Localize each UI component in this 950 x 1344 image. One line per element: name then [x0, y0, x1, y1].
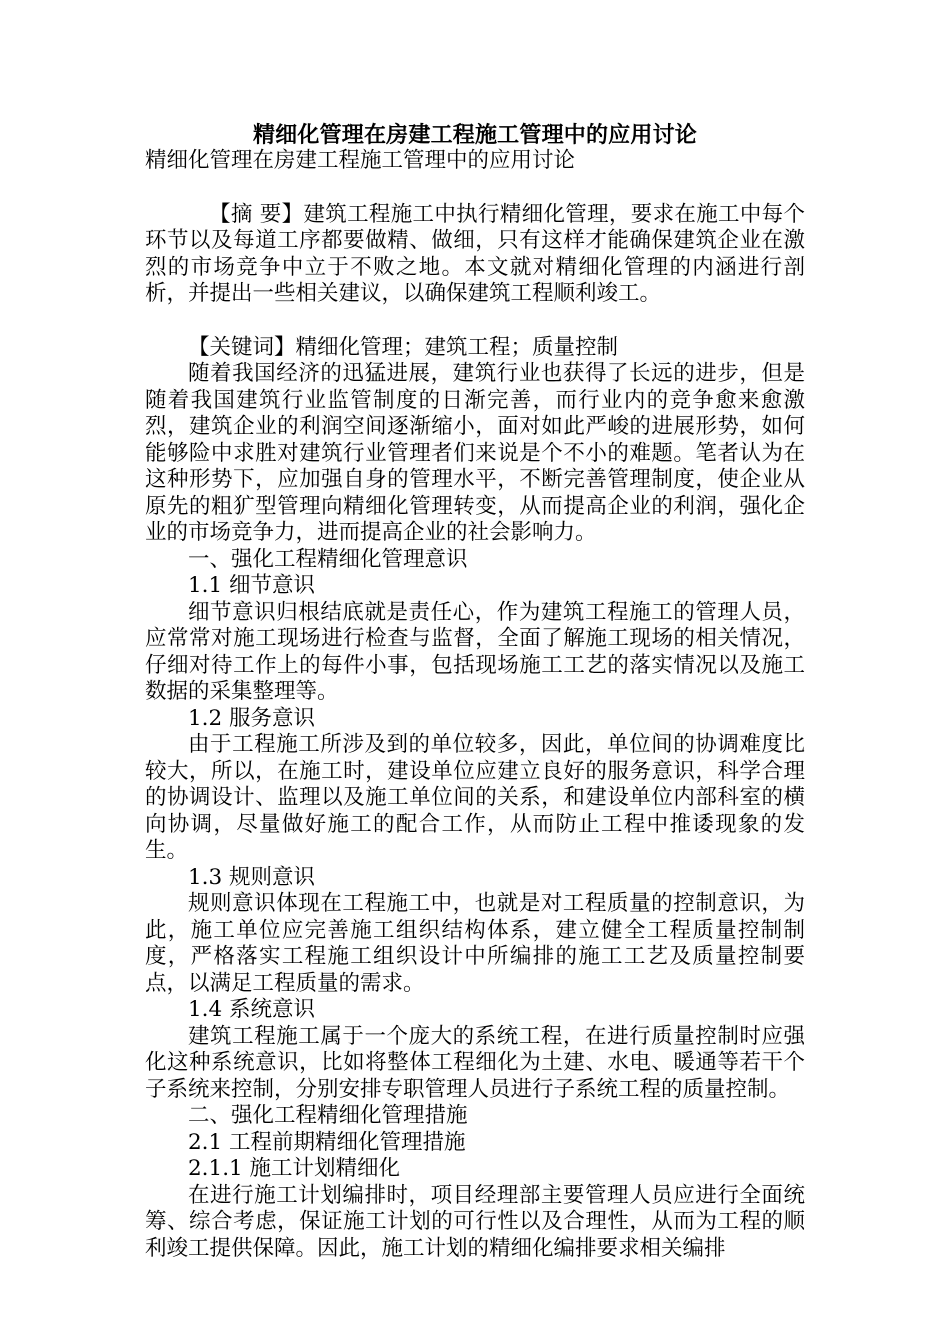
subsection-1-1-paragraph: 细节意识归根结底就是责任心，作为建筑工程施工的管理人员，应常常对施工现场进行检查与监督，全面了解施工现场的相关情况，仔细对待工作上的每件小事，包括现场施工工艺的落实情况以及施工数据的采集整理等。 [145, 599, 805, 704]
abstract-paragraph: 【摘 要】建筑工程施工中执行精细化管理，要求在施工中每个环节以及每道工序都要做精、做细，只有这样才能确保建筑企业在激烈的市场竞争中立于不败之地。本文就对精细化管理的内涵进行剖析，并提出一些相关建议，以确保建筑工程顺利竣工。 [145, 201, 805, 306]
subsection-2-1-1-paragraph: 在进行施工计划编排时，项目经理部主要管理人员应进行全面统筹、综合考虑，保证施工计划的可行性以及合理性，从而为工程的顺利竣工提供保障。因此，施工计划的精细化编排要求相关编排 [145, 1182, 805, 1261]
intro-paragraph: 随着我国经济的迅猛进展，建筑行业也获得了长远的进步，但是随着我国建筑行业监管制度的日渐完善，而行业内的竞争愈来愈激烈，建筑企业的利润空间逐渐缩小，面对如此严峻的进展形势，如何能够险中求胜对建筑行业管理者们来说是个不小的难题。笔者认为在这种形势下，应加强自身的管理水平，不断完善管理制度，使企业从原先的粗犷型管理向精细化管理转变，从而提高企业的利润，强化企业的市场竞争力，进而提高企业的社会影响力。 [145, 361, 805, 545]
document-body [145, 148, 805, 1262]
subsection-1-3-heading: 1.3 规则意识 [188, 864, 316, 890]
keywords-line: 【关键词】精细化管理；建筑工程；质量控制 [188, 334, 619, 360]
subsection-1-1-heading: 1.1 细节意识 [188, 573, 316, 598]
subsection-2-1-heading: 2.1 工程前期精细化管理措施 [188, 1129, 466, 1155]
subsection-2-1-1-heading: 2.1.1 施工计划精细化 [188, 1156, 401, 1181]
subsection-1-2-paragraph: 由于工程施工所涉及到的单位较多，因此，单位间的协调难度比较大，所以，在施工时，建设单位应建立良好的服务意识，科学合理的协调设计、监理以及施工单位间的关系，和建设单位内部科室的横向协调，尽量做好施工的配合工作，从而防止工程中推诿现象的发生。 [145, 732, 805, 863]
document-subtitle: 精细化管理在房建工程施工管理中的应用讨论 [145, 148, 576, 173]
subsection-1-3-paragraph: 规则意识体现在工程施工中，也就是对工程质量的控制意识，为此，施工单位应完善施工组织结构体系，建立健全工程质量控制制度，严格落实工程施工组织设计中所编排的施工工艺及质量控制要点，以满足工程质量的需求。 [145, 891, 805, 996]
subsection-1-2-heading: 1.2 服务意识 [188, 705, 316, 731]
section-1-heading: 一、强化工程精细化管理意识 [188, 546, 468, 572]
subsection-1-4-paragraph: 建筑工程施工属于一个庞大的系统工程，在进行质量控制时应强化这种系统意识，比如将整体工程细化为土建、水电、暖通等若干个子系统来控制，分别安排专职管理人员进行子系统工程的质量控制。 [145, 1023, 805, 1102]
section-2-heading: 二、强化工程精细化管理措施 [188, 1103, 468, 1128]
subsection-1-4-heading: 1.4 系统意识 [188, 997, 316, 1022]
document-title: 精细化管理在房建工程施工管理中的应用讨论 [252, 122, 697, 148]
